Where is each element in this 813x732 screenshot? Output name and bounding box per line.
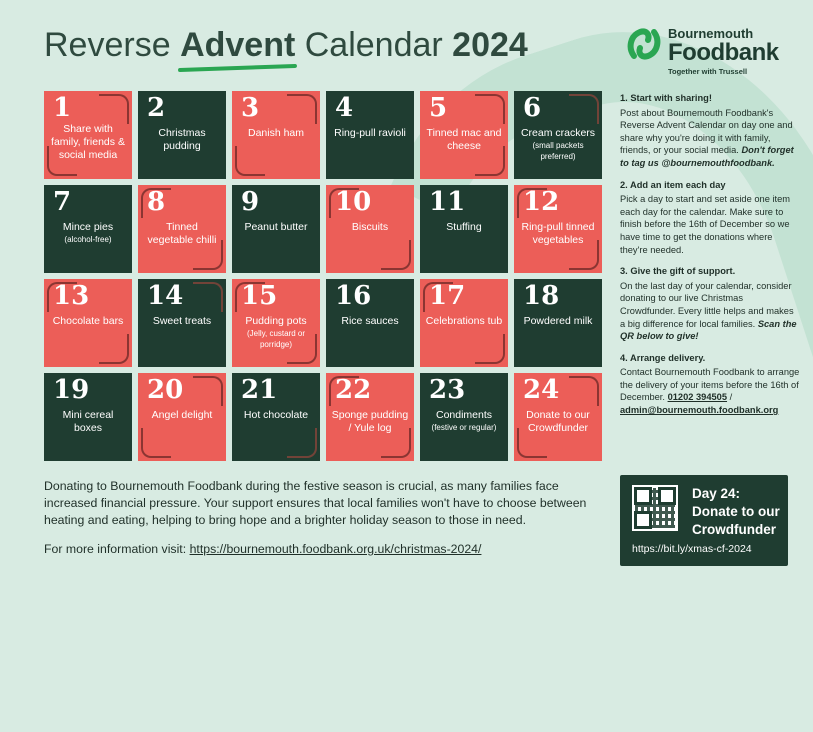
step3-emphasis: Scan the QR below to give! [620,318,797,342]
day-23-cell [420,373,508,461]
day-number: 11 [429,187,466,217]
day-14-cell [138,279,226,367]
foodbank-logo-icon [626,26,662,62]
title-part3: Calendar [295,26,453,64]
day-item-label [330,221,410,234]
day-item-text: Hot chocolate [243,409,309,421]
qr-code-icon[interactable] [632,485,678,531]
day-2-cell [138,91,226,179]
ornament-icon [99,94,129,124]
day-8-cell [138,185,226,273]
day-number: 21 [241,375,278,405]
day-7-cell [44,185,132,273]
day-item-text: Donate to our Crowdfunder [526,409,590,434]
ornament-icon [569,94,599,124]
day-item-label [142,315,222,328]
logo-name-line1: Bournemouth [668,26,754,41]
step1-text: Post about Bournemouth Foodbank's Reverse Advent Calendar on day one and share why you're doing it with family, friends, or your social media. [620,107,793,156]
day-item-text: Danish ham [247,127,305,139]
crowdfunder-line3: Crowdfunder [692,522,776,537]
day-item-label [424,409,504,433]
day-item-label [424,127,504,153]
day-4-cell [326,91,414,179]
day-item-label [518,315,598,328]
description-text: Donating to Bournemouth Foodbank during the festive season is crucial, as many families face increased financial pressure. Your support ensures that local families won't have to choose between heating and eating, helping to bring hope and a brighter holiday season to those in need. [44,479,587,527]
day-number: 17 [429,281,466,311]
step2-heading: 2. Add an item each day [620,179,726,190]
crowdfunder-heading [692,485,780,539]
day-number: 7 [53,187,72,217]
title-advent: Advent [180,26,296,64]
day-item-note: (small packets preferred) [532,141,584,161]
day-15-cell [232,279,320,367]
crowdfunder-line2: Donate to our [692,504,780,519]
ornament-icon [569,376,599,406]
ornament-icon [287,428,317,458]
day-number: 23 [429,375,466,405]
more-info-link[interactable]: https://bournemouth.foodbank.org.uk/christmas-2024/ [189,542,482,556]
day-item-text: Ring-pull tinned vegetables [521,221,595,246]
day-number: 5 [429,93,448,123]
day-item-label [424,221,504,234]
ornament-icon [193,376,223,406]
step4-heading: 4. Arrange delivery. [620,352,706,363]
day-item-text: Share with family, friends & social media [51,123,125,161]
day-number: 14 [147,281,184,311]
step4-text: Contact Bournemouth Foodbank to arrange the delivery of your items before the 16th of December. [620,367,800,403]
more-info [44,542,481,556]
day-item-note: (alcohol-free) [64,235,112,244]
day-item-text: Celebrations tub [425,315,503,327]
day-item-text: Stuffing [446,221,482,233]
foodbank-logo [626,22,779,76]
day-item-text: Chocolate bars [52,315,124,327]
day-item-label [142,127,222,153]
ornament-icon [287,94,317,124]
day-number: 13 [53,281,90,311]
crowdfunder-panel [620,475,788,566]
day-item-text: Christmas pudding [158,127,206,152]
day-item-label [236,127,316,140]
day-24-cell [514,373,602,461]
day-item-text: Cream crackers [520,127,596,139]
day-number: 10 [335,187,372,217]
ornament-icon [193,282,223,312]
day-item-label [142,409,222,422]
day-item-label [518,221,598,247]
email-link[interactable]: admin@bournemouth.foodbank.org [620,405,779,416]
day-number: 9 [241,187,260,217]
day-item-label [48,315,128,328]
day-number: 19 [53,375,90,405]
day-number: 18 [523,281,560,311]
day-item-label [236,409,316,422]
day-item-text: Mince pies [62,221,114,233]
title-year: 2024 [452,26,528,64]
contact-separator: / [727,392,733,403]
day-item-text: Sponge pudding / Yule log [331,409,409,434]
day-item-note: (Jelly, custard or porridge) [246,329,306,349]
step3-body [620,280,800,343]
step3-text: On the last day of your calendar, consider donating to our live Christmas Crowdfunder. Every little helps and makes a big difference for local families. [620,280,794,329]
step1-body [620,107,800,170]
day-5-cell [420,91,508,179]
day-item-text: Peanut butter [244,221,308,233]
ornament-icon [99,334,129,364]
day-1-cell [44,91,132,179]
crowdfunder-line1: Day 24: [692,486,741,501]
day-number: 22 [335,375,372,405]
day-number: 1 [53,93,72,123]
page-title [44,26,528,65]
day-3-cell [232,91,320,179]
day-item-label [48,123,128,162]
day-17-cell [420,279,508,367]
day-item-text: Condiments [435,409,493,421]
day-item-text: Sweet treats [152,315,212,327]
day-18-cell [514,279,602,367]
ornament-icon [381,240,411,270]
ornament-icon [141,428,171,458]
logo-tagline: Together with Trussell [668,67,748,76]
day-item-text: Biscuits [351,221,389,233]
instructions-panel [620,92,800,426]
day-item-label [424,315,504,328]
day-item-text: Mini cereal boxes [62,409,114,434]
day-20-cell [138,373,226,461]
day-item-label [48,221,128,245]
phone-link[interactable]: 01202 394505 [667,392,728,403]
logo-name-line2: Foodbank [668,39,779,66]
more-info-prefix: For more information visit: [44,542,190,556]
day-item-text: Tinned vegetable chilli [147,221,217,246]
day-16-cell [326,279,414,367]
day-number: 6 [523,93,542,123]
ornament-icon [235,146,265,176]
day-item-label [518,409,598,435]
day-19-cell [44,373,132,461]
day-item-label [330,315,410,328]
ornament-icon [475,94,505,124]
day-11-cell [420,185,508,273]
crowdfunder-url[interactable]: https://bit.ly/xmas-cf-2024 [632,543,752,555]
day-item-label [330,409,410,435]
step1-heading: 1. Start with sharing! [620,93,712,103]
day-item-text: Pudding pots [245,315,307,327]
step1-emphasis: Don't forget to tag us @bournemouthfoodbank. [620,145,794,168]
step2-text: Pick a day to start and set aside one item each day for the calendar. Make sure to finish before the 16th of December so we have time to get the donations where they're needed. [620,194,791,255]
day-number: 15 [241,281,278,311]
day-number: 16 [335,281,372,311]
day-item-label [142,221,222,247]
day-item-text: Powdered milk [523,315,593,327]
day-item-text: Rice sauces [341,315,399,327]
day-number: 3 [241,93,260,123]
day-item-label [518,127,598,162]
day-number: 2 [147,93,166,123]
day-9-cell [232,185,320,273]
day-item-label [330,127,410,140]
day-12-cell [514,185,602,273]
day-13-cell [44,279,132,367]
day-number: 4 [335,93,354,123]
day-item-text: Tinned mac and cheese [426,127,502,152]
title-part1: Reverse [44,26,181,64]
day-item-label [48,409,128,435]
day-item-label [236,221,316,234]
step3-heading: 3. Give the gift of support. [620,266,736,277]
day-21-cell [232,373,320,461]
day-item-label [236,315,316,350]
day-item-note: (festive or regular) [431,423,497,432]
ornament-icon [475,334,505,364]
day-6-cell [514,91,602,179]
day-22-cell [326,373,414,461]
day-item-text: Ring-pull ravioli [334,127,406,139]
day-number: 12 [523,187,560,217]
day-10-cell [326,185,414,273]
day-number: 20 [147,375,184,405]
day-number: 8 [147,187,166,217]
step4-body [620,366,800,416]
day-item-text: Angel delight [151,409,213,421]
day-number: 24 [523,375,560,405]
calendar-grid [44,91,603,464]
